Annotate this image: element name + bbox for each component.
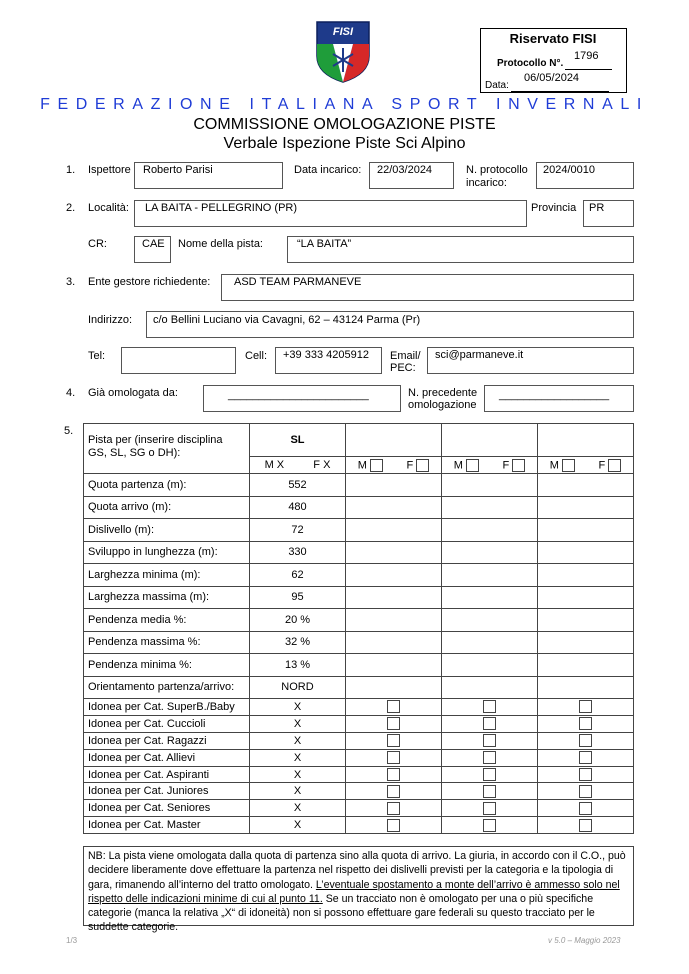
previous-homologation-value: __________________ (499, 389, 610, 401)
province-field[interactable] (583, 200, 634, 227)
row-extra-2[interactable] (442, 654, 538, 677)
category-label: Idonea per Cat. Cuccioli (84, 715, 250, 732)
row-value[interactable]: 20 % (250, 609, 346, 632)
federation-title: FEDERAZIONE ITALIANA SPORT INVERNALI (40, 96, 649, 113)
row-extra-1[interactable] (346, 609, 442, 632)
note-box (83, 846, 634, 934)
discipline-value-cell[interactable] (250, 424, 346, 457)
homologated-by-field[interactable] (203, 385, 401, 412)
page-number: 1/3 (66, 936, 78, 945)
category-extra-cell (442, 699, 538, 716)
email-value: sci@parmaneve.it (435, 349, 524, 361)
manager-field[interactable] (221, 274, 634, 301)
category-checkbox-icon[interactable] (387, 717, 400, 730)
category-extra-cell (346, 699, 442, 716)
category-extra-cell (442, 766, 538, 783)
category-row (84, 732, 634, 749)
category-extra-cell (346, 749, 442, 766)
row-label: Quota partenza (m): (84, 474, 250, 497)
category-extra-cell (442, 732, 538, 749)
gender-cell-extra-1 (346, 457, 442, 474)
date-label: Data: (485, 80, 509, 91)
category-checkbox-icon[interactable] (483, 751, 496, 764)
row-extra-1[interactable] (346, 631, 442, 654)
category-row (84, 783, 634, 800)
category-checkbox-icon[interactable] (387, 768, 400, 781)
cell-value: +39 333 4205912 (283, 349, 369, 361)
row-label: Pendenza massima %: (84, 631, 250, 654)
manager-value: ASD TEAM PARMANEVE (234, 276, 362, 288)
row-extra-3[interactable] (538, 564, 634, 587)
category-checkbox-icon[interactable] (579, 819, 592, 832)
note-text-underlined: L’eventuale spostamento a monte dell’arrivo è ammesso solo nel rispetto delle indicazioni minime di cui al punto 11. (88, 878, 620, 905)
female-option-1[interactable]: F (406, 459, 429, 472)
locality-value: LA BAITA - PELLEGRINO (PR) (145, 202, 298, 214)
assignment-date-field[interactable] (369, 162, 454, 189)
cr-label: CR: (88, 238, 107, 250)
male-option-2[interactable]: M (454, 459, 479, 472)
table-row (84, 564, 634, 587)
row-value[interactable]: 480 (250, 496, 346, 519)
locality-field[interactable] (134, 200, 527, 227)
track-name-field[interactable] (287, 236, 634, 263)
category-label: Idonea per Cat. Ragazzi (84, 732, 250, 749)
row-extra-2[interactable] (442, 609, 538, 632)
category-checkbox-icon[interactable] (483, 802, 496, 815)
row-label: Pendenza media %: (84, 609, 250, 632)
category-extra-cell (538, 749, 634, 766)
note-text-b: Se un tracciato non è omologato per una o più specifiche categorie (manca la relativa „X“ di idoneità) non si possono effettuare gare federali su questo tracciato per le suddette categorie. (88, 892, 595, 934)
female-mark: F X (313, 459, 331, 471)
row-extra-1[interactable] (346, 474, 442, 497)
row-extra-1[interactable] (346, 676, 442, 699)
table-row (84, 609, 634, 632)
row-extra-2[interactable] (442, 631, 538, 654)
protocol-label-line-2: incarico: (466, 177, 507, 189)
row-extra-3[interactable] (538, 474, 634, 497)
row-label: Orientamento partenza/arrivo: (84, 676, 250, 699)
category-label: Idonea per Cat. Aspiranti (84, 766, 250, 783)
note-text-a: NB: La pista viene omologata dalla quota di partenza sino alla quota di arrivo. La giuria, in accordo con il C.O., può decidere liberamente dove effettuare la partenza nel rispetto dei dislivelli previsti per la categoria e la tipologia di gara, rimanendo all’interno del tratto omologato. (88, 850, 626, 891)
discipline-header-line-1: Pista per (inserire disciplina (88, 434, 223, 446)
document-subtitle: Verbale Ispezione Piste Sci Alpino (223, 135, 466, 152)
discipline-extra-cell-3[interactable] (538, 424, 634, 457)
homologated-by-label: Già omologata da: (88, 387, 178, 399)
female-checkbox-icon[interactable] (416, 459, 429, 472)
category-extra-cell (442, 800, 538, 817)
category-row (84, 800, 634, 817)
female-option-2[interactable]: F (502, 459, 525, 472)
category-extra-cell (442, 817, 538, 834)
category-checkbox-icon[interactable] (387, 734, 400, 747)
section-number-5: 5. (64, 425, 74, 437)
female-checkbox-icon[interactable] (608, 459, 621, 472)
row-extra-3[interactable] (538, 519, 634, 542)
category-checkbox-icon[interactable] (483, 819, 496, 832)
category-checkbox-icon[interactable] (579, 785, 592, 798)
category-checkbox-icon[interactable] (579, 802, 592, 815)
email-field[interactable] (427, 347, 634, 374)
table-row (84, 496, 634, 519)
gender-cell-main (250, 457, 346, 474)
assignment-date-value: 22/03/2024 (377, 164, 433, 176)
category-checkbox-icon[interactable] (387, 700, 400, 713)
category-extra-cell (538, 800, 634, 817)
track-name-label: Nome della pista: (178, 238, 263, 250)
row-extra-2[interactable] (442, 474, 538, 497)
category-label: Idonea per Cat. Juniores (84, 783, 250, 800)
table-row (84, 519, 634, 542)
category-label: Idonea per Cat. Seniores (84, 800, 250, 817)
category-checkbox-icon[interactable] (483, 785, 496, 798)
category-extra-cell (442, 749, 538, 766)
section-number-3: 3. (66, 276, 76, 288)
category-extra-cell (538, 783, 634, 800)
date-value: 06/05/2024 (524, 72, 580, 84)
category-mark[interactable]: X (250, 783, 346, 800)
category-label: Idonea per Cat. Allievi (84, 749, 250, 766)
province-value: PR (589, 202, 605, 214)
inspector-label: Ispettore (88, 164, 131, 176)
discipline-header-line-2: GS, SL, SG o DH): (88, 447, 181, 459)
version-label: v 5.0 – Maggio 2023 (548, 936, 621, 945)
category-extra-cell (538, 732, 634, 749)
row-label: Larghezza massima (m): (84, 586, 250, 609)
protocol-label: Protocollo N°. (497, 58, 564, 69)
row-label: Quota arrivo (m): (84, 496, 250, 519)
row-label: Larghezza minima (m): (84, 564, 250, 587)
category-checkbox-icon[interactable] (579, 751, 592, 764)
assignment-protocol-field[interactable] (536, 162, 634, 189)
row-extra-1[interactable] (346, 541, 442, 564)
assignment-date-label: Data incarico: (294, 164, 362, 176)
assignment-protocol-value: 2024/0010 (543, 164, 595, 176)
commission-title: COMMISSIONE OMOLOGAZIONE PISTE (193, 116, 496, 133)
row-value[interactable]: 552 (250, 474, 346, 497)
discipline-header (84, 424, 250, 474)
cell-field[interactable] (275, 347, 382, 374)
tel-field[interactable] (121, 347, 236, 374)
category-label: Idonea per Cat. Master (84, 817, 250, 834)
category-checkbox-icon[interactable] (387, 802, 400, 815)
row-extra-2[interactable] (442, 676, 538, 699)
row-extra-3[interactable] (538, 541, 634, 564)
category-extra-cell (538, 817, 634, 834)
category-checkbox-icon[interactable] (579, 734, 592, 747)
category-checkbox-icon[interactable] (579, 768, 592, 781)
section-number-4: 4. (66, 387, 76, 399)
row-extra-3[interactable] (538, 676, 634, 699)
category-mark[interactable]: X (250, 817, 346, 834)
category-row (84, 699, 634, 716)
row-label: Sviluppo in lunghezza (m): (84, 541, 250, 564)
category-extra-cell (346, 766, 442, 783)
table-row (84, 676, 634, 699)
category-checkbox-icon[interactable] (579, 700, 592, 713)
row-extra-3[interactable] (538, 654, 634, 677)
locality-label: Località: (88, 202, 129, 214)
category-extra-cell (346, 800, 442, 817)
category-extra-cell (442, 715, 538, 732)
inspector-field[interactable] (134, 162, 283, 189)
male-checkbox-icon[interactable] (562, 459, 575, 472)
section-number-1: 1. (66, 164, 76, 176)
male-option-3[interactable]: M (550, 459, 575, 472)
discipline-value: SL (290, 434, 305, 446)
category-checkbox-icon[interactable] (387, 819, 400, 832)
row-extra-1[interactable] (346, 586, 442, 609)
address-label: Indirizzo: (88, 314, 133, 326)
category-extra-cell (538, 699, 634, 716)
email-label-line-2: PEC: (390, 362, 416, 374)
category-checkbox-icon[interactable] (387, 785, 400, 798)
category-extra-cell (538, 766, 634, 783)
category-extra-cell (346, 732, 442, 749)
email-label-line-1: Email/ (390, 350, 421, 362)
row-extra-2[interactable] (442, 541, 538, 564)
previous-homologation-label-line-2: omologazione (408, 399, 477, 411)
row-label: Pendenza minima %: (84, 654, 250, 677)
row-label: Dislivello (m): (84, 519, 250, 542)
row-extra-2[interactable] (442, 519, 538, 542)
cr-value: CAE (142, 238, 165, 250)
female-checkbox-icon[interactable] (512, 459, 525, 472)
row-value[interactable]: 95 (250, 586, 346, 609)
table-row (84, 654, 634, 677)
discipline-extra-cell-1[interactable] (346, 424, 442, 457)
previous-homologation-field[interactable] (484, 385, 634, 412)
category-extra-cell (346, 715, 442, 732)
row-value[interactable]: 62 (250, 564, 346, 587)
gender-cell-extra-3 (538, 457, 634, 474)
table-row (84, 586, 634, 609)
category-mark[interactable]: X (250, 800, 346, 817)
stamp-title: Riservato FISI (509, 31, 597, 46)
category-extra-cell (346, 783, 442, 800)
cr-field[interactable] (134, 236, 171, 263)
address-field[interactable] (146, 311, 634, 338)
address-value: c/o Bellini Luciano via Cavagni, 62 – 43124 Parma (Pr) (153, 314, 421, 326)
category-checkbox-icon[interactable] (483, 734, 496, 747)
male-checkbox-icon[interactable] (466, 459, 479, 472)
row-extra-3[interactable] (538, 496, 634, 519)
track-data-table (83, 423, 634, 834)
discipline-extra-cell-2[interactable] (442, 424, 538, 457)
tel-label: Tel: (88, 350, 106, 362)
female-option-3[interactable]: F (598, 459, 621, 472)
category-row (84, 749, 634, 766)
protocol-underline (565, 69, 612, 70)
row-value[interactable]: NORD (250, 676, 346, 699)
category-checkbox-icon[interactable] (483, 700, 496, 713)
protocol-value: 1796 (574, 50, 599, 62)
section-number-2: 2. (66, 202, 76, 214)
date-underline (511, 91, 609, 92)
category-mark[interactable]: X (250, 699, 346, 716)
inspector-value: Roberto Parisi (143, 164, 213, 176)
category-row (84, 715, 634, 732)
previous-homologation-label-line-1: N. precedente (408, 387, 478, 399)
row-extra-1[interactable] (346, 519, 442, 542)
row-extra-3[interactable] (538, 609, 634, 632)
male-option-1[interactable]: M (358, 459, 383, 472)
category-checkbox-icon[interactable] (483, 768, 496, 781)
male-mark: M X (264, 459, 285, 471)
category-row (84, 817, 634, 834)
category-mark[interactable]: X (250, 732, 346, 749)
gender-cell-extra-2 (442, 457, 538, 474)
category-mark[interactable]: X (250, 766, 346, 783)
category-checkbox-icon[interactable] (579, 717, 592, 730)
category-row (84, 766, 634, 783)
row-extra-1[interactable] (346, 564, 442, 587)
row-extra-2[interactable] (442, 564, 538, 587)
province-label: Provincia (531, 202, 577, 214)
category-extra-cell (346, 817, 442, 834)
svg-text:FISI: FISI (332, 26, 354, 38)
fisi-logo (313, 18, 373, 84)
homologated-by-value: _______________________ (228, 389, 369, 401)
row-extra-2[interactable] (442, 586, 538, 609)
category-checkbox-icon[interactable] (483, 717, 496, 730)
category-mark[interactable]: X (250, 715, 346, 732)
male-checkbox-icon[interactable] (370, 459, 383, 472)
reserved-stamp (480, 28, 627, 93)
row-extra-1[interactable] (346, 496, 442, 519)
row-value[interactable]: 13 % (250, 654, 346, 677)
row-value[interactable]: 330 (250, 541, 346, 564)
row-extra-1[interactable] (346, 654, 442, 677)
category-extra-cell (442, 783, 538, 800)
table-row (84, 631, 634, 654)
category-mark[interactable]: X (250, 749, 346, 766)
category-label: Idonea per Cat. SuperB./Baby (84, 699, 250, 716)
track-name-value: “LA BAITA” (297, 238, 352, 250)
cell-label: Cell: (245, 350, 268, 362)
manager-label: Ente gestore richiedente: (88, 276, 211, 288)
category-extra-cell (538, 715, 634, 732)
protocol-label-line-1: N. protocollo (466, 164, 528, 176)
category-checkbox-icon[interactable] (387, 751, 400, 764)
table-row (84, 541, 634, 564)
row-extra-2[interactable] (442, 496, 538, 519)
row-value[interactable]: 32 % (250, 631, 346, 654)
row-extra-3[interactable] (538, 631, 634, 654)
row-value[interactable]: 72 (250, 519, 346, 542)
table-row (84, 474, 634, 497)
row-extra-3[interactable] (538, 586, 634, 609)
table-header-row (84, 424, 634, 457)
